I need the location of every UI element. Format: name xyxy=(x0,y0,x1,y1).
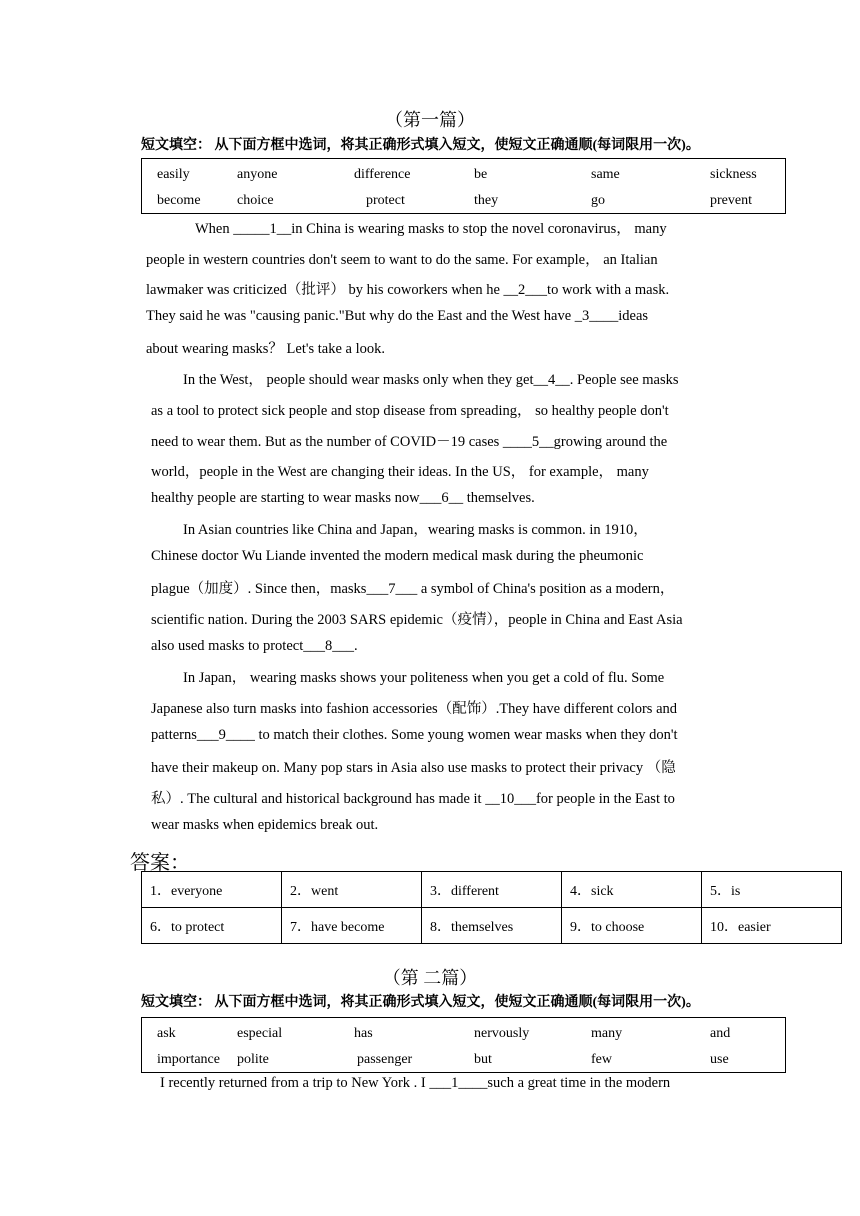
word-box-word: sickness xyxy=(710,167,757,182)
passage-line: Japanese also turn masks into fashion accessories（配饰）.They have different colors and xyxy=(151,701,678,717)
passage-line: as a tool to protect sick people and stop disease from spreading， so healthy people don't xyxy=(151,403,669,419)
passage-line: I recently returned from a trip to New York . I ___1____such a great time in the modern xyxy=(160,1075,671,1091)
answer-cell: 9．to choose xyxy=(562,908,702,944)
answers-label: 答案： xyxy=(130,852,190,874)
answer-cell: 10．easier xyxy=(702,908,842,944)
passage-line: Chinese doctor Wu Liande invented the modern medical mask during the pheumonic xyxy=(151,548,644,564)
answer-cell: 5．is xyxy=(702,872,842,908)
word-box-word: same xyxy=(591,167,620,182)
passage-line: have their makeup on. Many pop stars in Asia also use masks to protect their privacy （隐 xyxy=(151,760,676,776)
passage-line: need to wear them. But as the number of COVID－19 cases ____5__growing around the xyxy=(151,434,668,450)
answer-cell: 8．themselves xyxy=(422,908,562,944)
passage-line: world，people in the West are changing their ideas. In the US， for example， many xyxy=(151,464,649,480)
passage-line: In Japan， wearing masks shows your politeness when you get a cold of flu. Some xyxy=(183,670,665,686)
word-box-word: difference xyxy=(354,167,411,182)
table-row xyxy=(142,908,842,944)
word-box-word: prevent xyxy=(710,193,752,208)
answer-cell: 3．different xyxy=(422,872,562,908)
word-box-word: passenger xyxy=(357,1052,413,1067)
word-box-word: choice xyxy=(237,193,274,208)
answer-cell: 7．have become xyxy=(282,908,422,944)
word-box-word: easily xyxy=(157,167,190,182)
passage-2-instruction: 短文填空： 从下面方框中选词，将其正确形式填入短文，使短文正确通顺(每词限用一次)。 xyxy=(141,995,700,1010)
answer-cell: 4．sick xyxy=(562,872,702,908)
passage-1-word-box xyxy=(141,158,786,214)
answer-cell: 2．went xyxy=(282,872,422,908)
word-box-word: protect xyxy=(366,193,405,208)
word-box-word: ask xyxy=(157,1026,176,1041)
passage-1-instruction: 短文填空： 从下面方框中选词，将其正确形式填入短文，使短文正确通顺(每词限用一次)。 xyxy=(141,138,700,153)
word-box-word: especial xyxy=(237,1026,283,1041)
word-box-word: anyone xyxy=(237,167,278,182)
word-box-word: and xyxy=(710,1026,731,1041)
word-box-word: nervously xyxy=(474,1026,530,1041)
passage-line: healthy people are starting to wear masks now___6__ themselves. xyxy=(151,490,535,506)
passage-line: lawmaker was criticized（批评） by his coworkers when he __2___to work with a mask. xyxy=(146,282,670,298)
word-box-word: go xyxy=(591,193,605,208)
passage-2-word-box xyxy=(141,1017,786,1073)
passage-line: 私）. The cultural and historical background has made it __10___for people in the East to xyxy=(151,791,675,807)
passage-line: In Asian countries like China and Japan，wearing masks is common. in 1910， xyxy=(183,522,648,538)
answers-table xyxy=(141,871,842,944)
passage-line: When _____1__in China is wearing masks to stop the novel coronavirus， many xyxy=(195,221,667,237)
passage-line: scientific nation. During the 2003 SARS epidemic（疫情），people in China and East Asia xyxy=(151,612,683,628)
word-box-word: become xyxy=(157,193,201,208)
word-box-word: but xyxy=(474,1052,492,1067)
answer-cell: 6．to protect xyxy=(142,908,282,944)
passage-1-title: （第一篇） xyxy=(385,110,475,130)
word-box-word: many xyxy=(591,1026,623,1041)
passage-2-title: （第 二篇） xyxy=(382,968,478,988)
word-box-word: use xyxy=(710,1052,729,1067)
passage-line: In the West， people should wear masks only when they get__4__. People see masks xyxy=(183,372,679,388)
passage-line: wear masks when epidemics break out. xyxy=(151,817,379,833)
word-box-word: polite xyxy=(237,1052,269,1067)
table-row xyxy=(142,872,842,908)
passage-line: They said he was "causing panic."But why do the East and the West have _3____ideas xyxy=(146,308,649,324)
passage-line: patterns___9____ to match their clothes. Some young women wear masks when they don't xyxy=(151,727,678,743)
passage-line: plague（加度）. Since then，masks___7___ a symbol of China's position as a modern， xyxy=(151,581,675,597)
word-box-word: has xyxy=(354,1026,373,1041)
word-box-word: few xyxy=(591,1052,612,1067)
answer-cell: 1．everyone xyxy=(142,872,282,908)
word-box-word: be xyxy=(474,167,488,182)
word-box-word: they xyxy=(474,193,499,208)
passage-line: about wearing masks？ Let's take a look. xyxy=(146,341,385,357)
passage-line: people in western countries don't seem to want to do the same. For example， an Italian xyxy=(146,252,658,268)
word-box-word: importance xyxy=(157,1052,220,1067)
passage-line: also used masks to protect___8___. xyxy=(151,638,358,654)
